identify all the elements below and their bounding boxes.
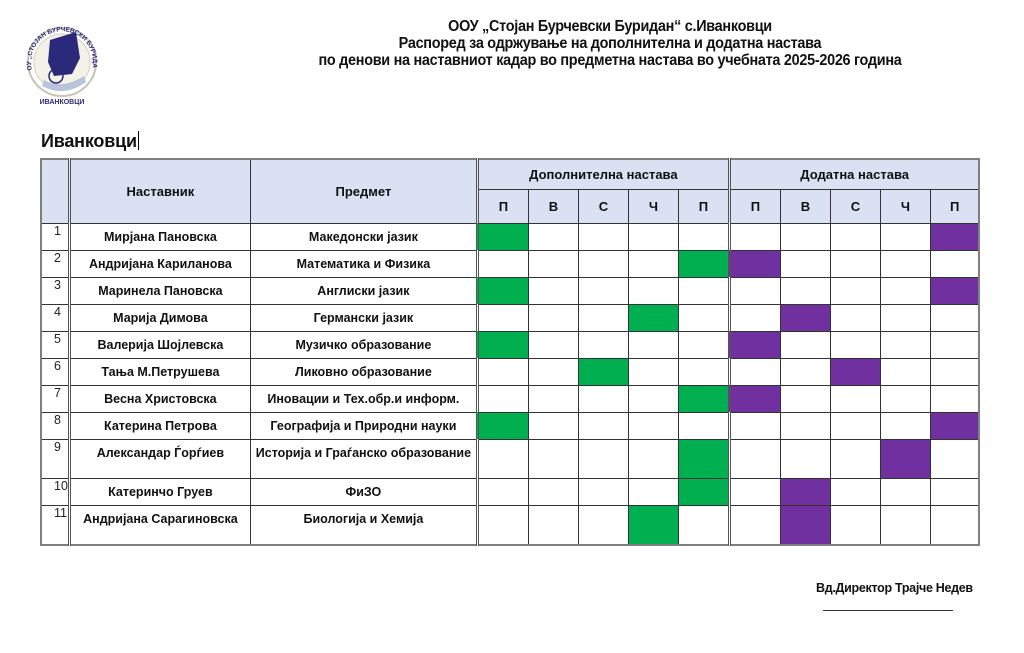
dopolnitelna-slot [477, 505, 528, 545]
dodatna-slot [930, 358, 979, 385]
subject-name: Музичко образование [250, 331, 477, 358]
row-number: 5 [41, 331, 69, 358]
dopolnitelna-slot [578, 385, 628, 412]
subject-name: Ликовно образование [250, 358, 477, 385]
dopolnitelna-slot [477, 358, 528, 385]
dopolnitelna-slot-filled [678, 478, 729, 505]
dodatna-slot [880, 277, 930, 304]
dopolnitelna-slot-filled [578, 358, 628, 385]
dodatna-slot [830, 478, 880, 505]
table-row [41, 331, 979, 358]
dodatna-slot [729, 277, 780, 304]
dodatna-slot [830, 412, 880, 439]
dodatna-slot [930, 505, 979, 545]
dodatna-slot [880, 304, 930, 331]
teacher-name: Маринела Пановска [69, 277, 250, 304]
dopolnitelna-slot [628, 385, 678, 412]
dopolnitelna-slot [578, 478, 628, 505]
dopolnitelna-slot [528, 478, 578, 505]
dodatna-slot [729, 505, 780, 545]
dopolnitelna-slot [528, 385, 578, 412]
table-row [41, 505, 979, 545]
day-header-dodatna: С [830, 189, 880, 223]
teacher-name: Андријана Сарагиновска [69, 505, 250, 545]
dopolnitelna-slot [578, 223, 628, 250]
dopolnitelna-slot [477, 478, 528, 505]
teacher-name: Марија Димова [69, 304, 250, 331]
dodatna-slot [880, 478, 930, 505]
dodatna-slot-filled [930, 277, 979, 304]
dopolnitelna-slot [477, 439, 528, 478]
dopolnitelna-slot [528, 304, 578, 331]
dodatna-slot [729, 412, 780, 439]
dopolnitelna-slot [528, 505, 578, 545]
dopolnitelna-slot [678, 304, 729, 331]
dodatna-slot [729, 439, 780, 478]
dodatna-slot [880, 250, 930, 277]
dodatna-slot-filled [930, 412, 979, 439]
day-header-dodatna: П [729, 189, 780, 223]
table-row [41, 304, 979, 331]
dodatna-slot [780, 412, 830, 439]
table-row [41, 478, 979, 505]
document-title: Распоред за одржување на дополнителна и додатна настава [398, 35, 822, 52]
dodatna-slot [830, 331, 880, 358]
dopolnitelna-slot [528, 439, 578, 478]
dopolnitelna-slot [678, 277, 729, 304]
subject-name: ФиЗО [250, 478, 477, 505]
dopolnitelna-slot [477, 304, 528, 331]
dopolnitelna-slot-filled [678, 439, 729, 478]
svg-text:ИВАНКОВЦИ: ИВАНКОВЦИ [39, 99, 85, 106]
table-row [41, 385, 979, 412]
dodatna-slot [780, 223, 830, 250]
dodatna-slot [780, 250, 830, 277]
dopolnitelna-slot [528, 331, 578, 358]
day-header-dopolnitelna: П [477, 189, 528, 223]
dopolnitelna-slot [678, 223, 729, 250]
dodatna-slot [930, 478, 979, 505]
school-emblem-icon [14, 18, 110, 110]
header-teacher: Наставник [69, 159, 250, 223]
row-number: 6 [41, 358, 69, 385]
dopolnitelna-slot [528, 223, 578, 250]
dopolnitelna-slot [528, 277, 578, 304]
day-header-dopolnitelna: Ч [628, 189, 678, 223]
dopolnitelna-slot [628, 331, 678, 358]
row-number: 4 [41, 304, 69, 331]
dodatna-slot [930, 385, 979, 412]
subject-name: Биологија и Хемија [250, 505, 477, 545]
dopolnitelna-slot [477, 250, 528, 277]
row-number: 1 [41, 223, 69, 250]
dodatna-slot [830, 385, 880, 412]
svg-text:ОУ „СТОЈАН БУРЧЕВСКИ БУРИДАН“: ОУ „СТОЈАН БУРЧЕВСКИ БУРИДА [25, 26, 99, 71]
subject-name: Англиски јазик [250, 277, 477, 304]
dodatna-slot-filled [880, 439, 930, 478]
dodatna-slot [729, 478, 780, 505]
row-number: 10 [41, 478, 69, 505]
dodatna-slot [729, 223, 780, 250]
dopolnitelna-slot [528, 412, 578, 439]
dodatna-slot [830, 277, 880, 304]
teacher-name: Тања М.Петрушева [69, 358, 250, 385]
table-row [41, 223, 979, 250]
subject-name: Историја и Граѓанско образование [250, 439, 477, 478]
dodatna-slot [880, 331, 930, 358]
dopolnitelna-slot-filled [678, 250, 729, 277]
document-subtitle: по денови на наставниот кадар во предметна настава во учебната 2025-2026 година [318, 52, 902, 69]
table-row [41, 358, 979, 385]
director-signature: Вд.Директор Трајче Недев [816, 581, 973, 595]
subject-name: Географија и Природни науки [250, 412, 477, 439]
dodatna-slot [930, 331, 979, 358]
dodatna-slot-filled [780, 304, 830, 331]
day-header-dodatna: В [780, 189, 830, 223]
day-header-dodatna: Ч [880, 189, 930, 223]
dopolnitelna-slot [678, 358, 729, 385]
teacher-name: Андријана Карилaнова [69, 250, 250, 277]
text-cursor [138, 131, 139, 150]
dopolnitelna-slot-filled [477, 277, 528, 304]
dodatna-slot-filled [780, 478, 830, 505]
dodatna-slot [830, 439, 880, 478]
dodatna-slot [880, 505, 930, 545]
dopolnitelna-slot [628, 358, 678, 385]
dopolnitelna-slot [678, 412, 729, 439]
teacher-name: Александар Ѓорѓиев [69, 439, 250, 478]
dodatna-slot [830, 304, 880, 331]
day-header-dopolnitelna: В [528, 189, 578, 223]
schedule-table [40, 158, 980, 546]
dodatna-slot [930, 439, 979, 478]
dopolnitelna-slot-filled [628, 304, 678, 331]
table-row [41, 250, 979, 277]
dopolnitelna-slot-filled [477, 412, 528, 439]
dodatna-slot-filled [729, 385, 780, 412]
subject-name: Македонски јазик [250, 223, 477, 250]
dopolnitelna-slot-filled [628, 505, 678, 545]
dopolnitelna-slot [628, 223, 678, 250]
table-row [41, 439, 979, 478]
subject-name: Германски јазик [250, 304, 477, 331]
dopolnitelna-slot [678, 505, 729, 545]
dopolnitelna-slot [528, 358, 578, 385]
dodatna-slot-filled [780, 505, 830, 545]
teacher-name: Весна Христовска [69, 385, 250, 412]
dodatna-slot-filled [729, 250, 780, 277]
dodatna-slot [780, 277, 830, 304]
dopolnitelna-slot [578, 331, 628, 358]
signature-line [823, 610, 953, 611]
dodatna-slot [729, 304, 780, 331]
dodatna-slot [729, 358, 780, 385]
subject-name: Иновации и Тех.обр.и информ. [250, 385, 477, 412]
dodatna-slot [880, 385, 930, 412]
dodatna-slot [880, 223, 930, 250]
dodatna-slot [780, 439, 830, 478]
dodatna-slot [880, 358, 930, 385]
day-header-dodatna: П [930, 189, 979, 223]
dopolnitelna-slot-filled [678, 385, 729, 412]
row-number: 7 [41, 385, 69, 412]
dopolnitelna-slot [578, 277, 628, 304]
row-number: 2 [41, 250, 69, 277]
place-heading[interactable] [41, 131, 139, 152]
dodatna-slot [830, 250, 880, 277]
dopolnitelna-slot [628, 412, 678, 439]
teacher-name: Мирјана Пановска [69, 223, 250, 250]
dodatna-slot-filled [830, 358, 880, 385]
dodatna-slot [930, 250, 979, 277]
subject-name: Математика и Физика [250, 250, 477, 277]
row-number: 3 [41, 277, 69, 304]
dodatna-slot [930, 304, 979, 331]
dopolnitelna-slot [678, 331, 729, 358]
day-header-dopolnitelna: П [678, 189, 729, 223]
dodatna-slot [780, 385, 830, 412]
dopolnitelna-slot [578, 439, 628, 478]
school-name: ООУ „Стојан Бурчевски Буридан“ с.Иванковци [448, 18, 772, 35]
day-header-dopolnitelna: С [578, 189, 628, 223]
dodatna-slot [830, 505, 880, 545]
row-number: 11 [41, 505, 69, 545]
dodatna-slot [780, 331, 830, 358]
dopolnitelna-slot [628, 478, 678, 505]
row-number: 8 [41, 412, 69, 439]
header-dopolnitelna: Дополнителна настава [477, 159, 729, 189]
teacher-name: Валерија Шојлевска [69, 331, 250, 358]
dopolnitelna-slot-filled [477, 223, 528, 250]
header-dodatna: Додатна настава [729, 159, 979, 189]
dopolnitelna-slot [628, 277, 678, 304]
dodatna-slot [830, 223, 880, 250]
dopolnitelna-slot [578, 412, 628, 439]
dopolnitelna-slot [628, 250, 678, 277]
dopolnitelna-slot [528, 250, 578, 277]
teacher-name: Катерина Петрова [69, 412, 250, 439]
table-row [41, 412, 979, 439]
document-header [200, 18, 1020, 69]
header-subject: Предмет [250, 159, 477, 223]
teacher-name: Катеринчо Груев [69, 478, 250, 505]
dodatna-slot-filled [729, 331, 780, 358]
place-text: Иванковци [41, 131, 137, 151]
dopolnitelna-slot [578, 304, 628, 331]
header-number [41, 159, 69, 223]
row-number: 9 [41, 439, 69, 478]
dopolnitelna-slot [477, 385, 528, 412]
dodatna-slot [880, 412, 930, 439]
dopolnitelna-slot [628, 439, 678, 478]
table-row [41, 277, 979, 304]
dopolnitelna-slot-filled [477, 331, 528, 358]
dopolnitelna-slot [578, 505, 628, 545]
dodatna-slot [780, 358, 830, 385]
dodatna-slot-filled [930, 223, 979, 250]
dopolnitelna-slot [578, 250, 628, 277]
